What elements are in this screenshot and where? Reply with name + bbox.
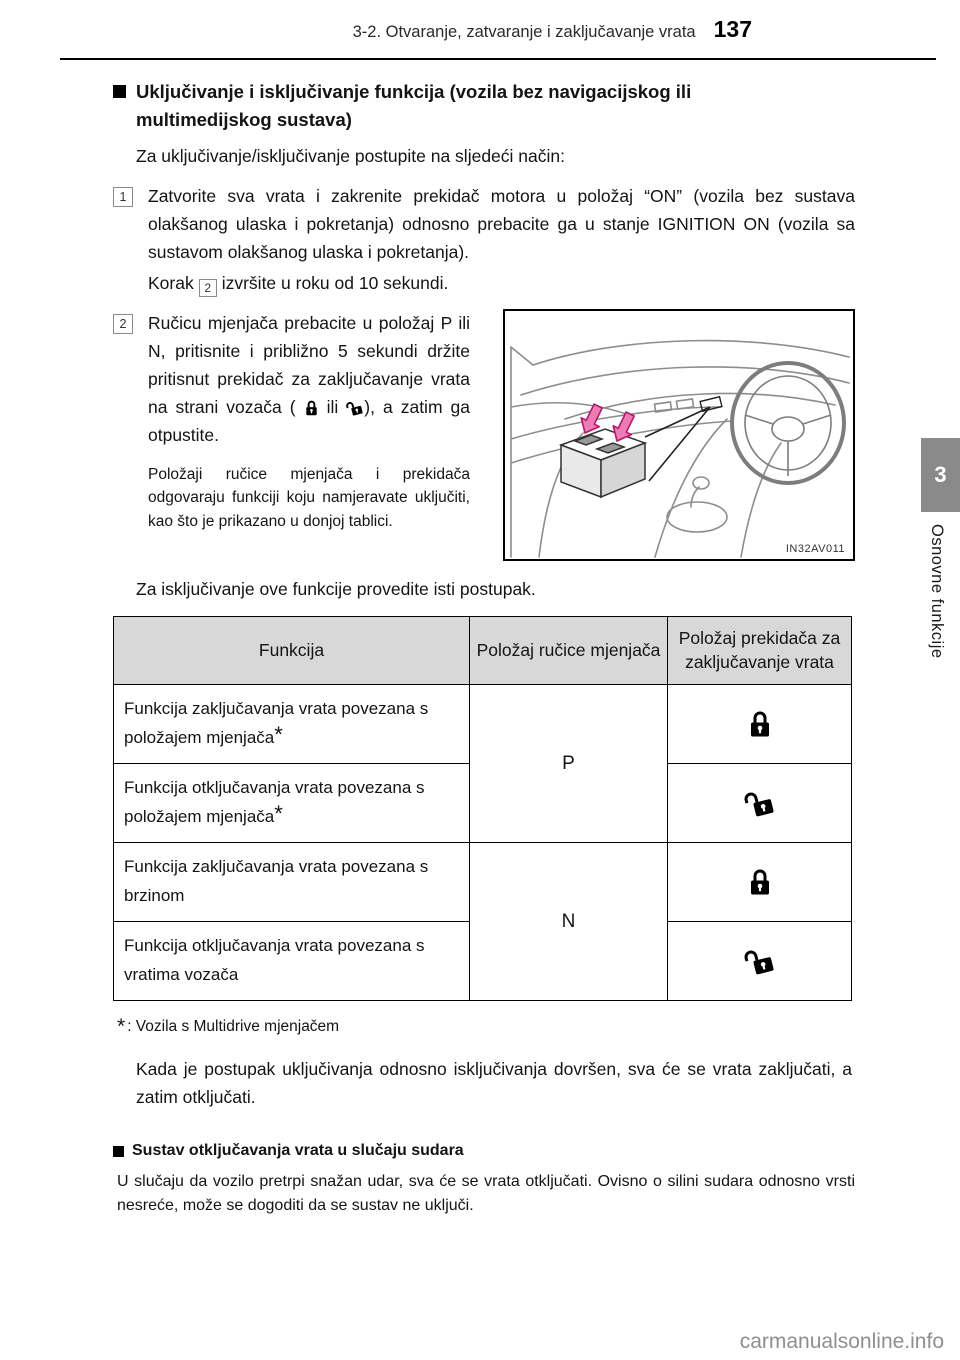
- function-text: Funkcija zaključavanja vrata povezana s brzinom: [124, 857, 429, 905]
- step-2-text: [148, 309, 470, 449]
- crash-heading-text: Sustav otključavanja vrata u slučaju sudara: [132, 1142, 464, 1160]
- closing-paragraph: Kada je postupak uključivanja odnosno isključivanja dovršen, sva će se vrata zaključati, a zatim otključati.: [136, 1059, 852, 1108]
- unlocked-icon: [744, 952, 776, 969]
- door-unlock-icon: [346, 397, 364, 417]
- function-cell: [114, 922, 470, 1001]
- korak-suffix: izvršite u roku od 10 sekundi.: [221, 272, 449, 293]
- intro-text: Za uključivanje/isključivanje postupite na sljedeći način:: [136, 145, 565, 166]
- step-1-text: Zatvorite sva vrata i zakrenite prekidač motora u položaj “ON” (vozila bez sustava olakšanog ulaska i pokretanja) odnosno prebacite ga u stanje IGNITION ON (vozila sa sustavom olakšanog ulaska i pokretanja).: [148, 185, 855, 262]
- lock-state-cell: [668, 685, 852, 764]
- function-cell: [114, 685, 470, 764]
- step-2-text-before: Ručicu mjenjača prebacite u položaj P ili N, pritisnite i približno 5 sekundi držite pritisnut prekidač za zaključavanje vrata na strani vozača (: [148, 313, 470, 418]
- function-cell: [114, 843, 470, 922]
- page-number: 137: [713, 16, 752, 42]
- locked-icon: [747, 873, 773, 890]
- step-2-note: Položaji ručice mjenjača i prekidača odgovaraju funkciji koju namjeravate uključiti, kao što je prikazano u donjoj tablici.: [148, 466, 470, 530]
- table-footnote: [117, 1013, 855, 1037]
- steering-wheel: [732, 363, 844, 483]
- page-header: [60, 16, 752, 43]
- crash-section-body: U slučaju da vozilo pretrpi snažan udar, sva će se vrata otključati. Ovisno o silini sudara odnosno vrsti nesreće, može se dogoditi da se sustav ne uključi.: [117, 1172, 855, 1214]
- step-1: [113, 182, 855, 298]
- figure-code: IN32AV011: [785, 543, 845, 556]
- header-rule: [60, 58, 936, 60]
- step-1-body: [148, 182, 855, 298]
- section-heading: [113, 78, 855, 134]
- step-2-number-box: 2: [113, 314, 133, 334]
- step-2-row: [113, 309, 855, 561]
- section-marker-square-icon: [113, 85, 126, 98]
- section-heading-text: Uključivanje i isključivanje funkcija (vozila bez navigacijskog ili multimedijskog sustava): [136, 81, 692, 130]
- col-header-funkcija: Funkcija: [114, 617, 470, 685]
- step-1-number-box: 1: [113, 187, 133, 207]
- korak-prefix: Korak: [148, 272, 194, 293]
- crash-marker-square-icon: [113, 1146, 124, 1157]
- step-2-text-after: ), a zatim ga otpustite.: [148, 397, 470, 446]
- lock-state-cell: [668, 764, 852, 843]
- table-row: [114, 685, 852, 764]
- chapter-label: Osnovne funkcije: [928, 524, 946, 659]
- unlocked-icon: [744, 794, 776, 811]
- function-cell: [114, 764, 470, 843]
- footnote-mark: *: [274, 721, 283, 747]
- crash-unlock-section: [113, 1141, 855, 1218]
- gear-position-n-cell: N: [470, 843, 668, 1001]
- main-content: [113, 78, 855, 1218]
- step-2-reference-box: 2: [199, 279, 217, 297]
- door-lock-switch: [561, 429, 645, 497]
- footnote-mark: *: [274, 800, 283, 826]
- gear-position-p-cell: P: [470, 685, 668, 843]
- functions-table: [113, 616, 852, 1001]
- chapter-tab: 3: [921, 438, 960, 512]
- footnote-star: *: [117, 1015, 126, 1039]
- section-title: 3-2. Otvaranje, zatvaranje i zaključavanje vrata: [352, 23, 696, 41]
- function-text: Funkcija zaključavanja vrata povezana s položajem mjenjača: [124, 699, 429, 747]
- footnote-text: : Vozila s Multidrive mjenjačem: [127, 1018, 340, 1036]
- step-2-icon-separator: ili: [326, 397, 339, 418]
- col-header-gear-position: Položaj ručice mjenjača: [470, 617, 668, 685]
- step-1-korak-line: [148, 269, 855, 298]
- locked-icon: [747, 716, 773, 733]
- lock-switch-figure: [503, 309, 855, 561]
- function-text: Funkcija otključavanja vrata povezana s vratima vozača: [124, 936, 425, 984]
- car-interior-illustration: [505, 311, 853, 559]
- function-text: Funkcija otključavanja vrata povezana s položajem mjenjača: [124, 778, 425, 826]
- step-2-body: [148, 309, 470, 561]
- table-header-row: [114, 617, 852, 685]
- deactivate-note: Za isključivanje ove funkcije provedite isti postupak.: [136, 579, 536, 600]
- door-lock-icon: [304, 397, 319, 417]
- watermark: carmanualsonline.info: [739, 1330, 944, 1353]
- col-header-lock-switch-position: Položaj prekidača za zaključavanje vrata: [668, 617, 852, 685]
- table-row: [114, 843, 852, 922]
- crash-section-heading: [113, 1141, 855, 1162]
- lock-state-cell: [668, 843, 852, 922]
- step-2: [113, 309, 470, 561]
- lock-state-cell: [668, 922, 852, 1001]
